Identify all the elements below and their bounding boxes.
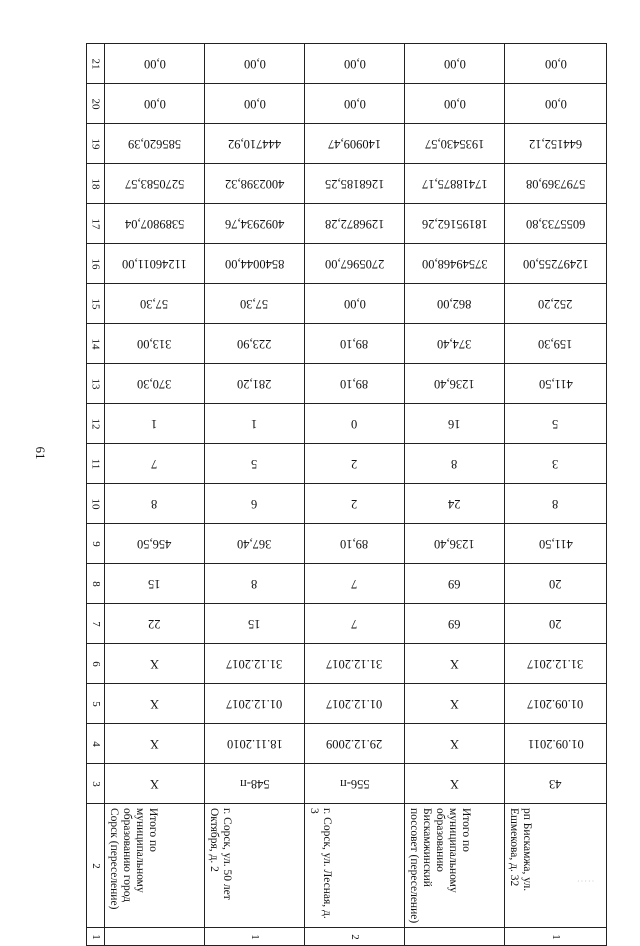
column-number: 1: [89, 933, 102, 940]
value-cell: [505, 524, 607, 564]
column-number-cell: [87, 84, 105, 124]
value-cell: [105, 204, 205, 244]
value-cell: [505, 204, 607, 244]
cell-value: 0,00: [443, 57, 466, 71]
value-cell: [205, 404, 305, 444]
column-number: 18: [89, 178, 102, 189]
column-number: 16: [89, 258, 102, 269]
value-cell: [505, 284, 607, 324]
column-number: 3: [89, 780, 102, 787]
cell-value: 22: [148, 617, 161, 631]
cell-value: 313,00: [137, 337, 172, 351]
cell-value: 1236,40: [434, 537, 475, 551]
column-number-cell: [87, 804, 105, 928]
value-cell: [205, 284, 305, 324]
cell-value: 0,00: [143, 97, 166, 111]
value-cell: [105, 404, 205, 444]
value-cell: [105, 364, 205, 404]
value-cell: [105, 724, 205, 764]
value-cell: [505, 164, 607, 204]
value-cell: [505, 364, 607, 404]
column-number-cell: [87, 684, 105, 724]
value-cell: [205, 44, 305, 84]
value-cell: [405, 244, 505, 284]
cell-value: 2: [351, 497, 358, 511]
cell-value: 411,50: [538, 537, 573, 551]
value-cell: [505, 484, 607, 524]
value-cell: [205, 564, 305, 604]
column-number-cell: [87, 164, 105, 204]
value-cell: [205, 124, 305, 164]
column-number-cell: [87, 564, 105, 604]
row-number-cell: [105, 928, 205, 946]
cell-value: 12497255,00: [522, 257, 589, 271]
column-number: 13: [89, 378, 102, 389]
address-text: г. Сорск, ул. 50 лет Октября, д. 2: [208, 808, 233, 900]
column-number-cell: [87, 244, 105, 284]
cell-value: 370,30: [137, 377, 172, 391]
value-cell: [505, 404, 607, 444]
cell-value: 1935430,57: [424, 137, 485, 151]
value-cell: [305, 204, 405, 244]
cell-value: 43: [549, 777, 562, 791]
cell-value: 0,00: [343, 97, 366, 111]
cell-value: 0,00: [343, 297, 366, 311]
column-number-cell: [87, 724, 105, 764]
column-number-cell: [87, 44, 105, 84]
address-cell: [105, 804, 205, 928]
column-number-cell: [87, 124, 105, 164]
column-number: 12: [89, 418, 102, 429]
address-text: Итого по муниципальному образованию Бискамжинский поссовет (переселение): [408, 808, 472, 924]
cell-value: 15: [148, 577, 161, 591]
cell-value: 01.09.2017: [527, 697, 584, 711]
cell-value: 89,10: [340, 337, 369, 351]
cell-value: 0,00: [243, 57, 266, 71]
value-cell: [105, 324, 205, 364]
cell-value: 456,50: [137, 537, 172, 551]
column-number: 11: [89, 458, 102, 469]
cell-value: 281,20: [237, 377, 272, 391]
value-cell: [205, 644, 305, 684]
row-number-cell: [505, 928, 607, 946]
column-number: 7: [89, 620, 102, 627]
cell-value: 8: [451, 457, 458, 471]
cell-value: 01.09.2011: [527, 737, 584, 751]
cell-value: 18195162,26: [421, 217, 488, 231]
value-cell: [205, 524, 305, 564]
cell-value: X: [449, 777, 460, 791]
cell-value: 69: [448, 577, 461, 591]
value-cell: [405, 164, 505, 204]
column-number-cell: [87, 764, 105, 804]
table-row: [87, 404, 607, 444]
cell-value: 69: [448, 617, 461, 631]
value-cell: [305, 164, 405, 204]
cell-value: 1: [151, 417, 158, 431]
value-cell: [505, 444, 607, 484]
table-row: [87, 724, 607, 764]
value-cell: [105, 764, 205, 804]
column-number: 14: [89, 338, 102, 349]
value-cell: [105, 564, 205, 604]
value-cell: [305, 564, 405, 604]
cell-value: 644152,12: [528, 137, 583, 151]
table-row: [87, 124, 607, 164]
table-row: [87, 684, 607, 724]
value-cell: [405, 84, 505, 124]
table-row: [87, 324, 607, 364]
value-cell: [105, 84, 205, 124]
cell-value: 367,40: [237, 537, 272, 551]
cell-value: 1236,40: [434, 377, 475, 391]
value-cell: [505, 684, 607, 724]
cell-value: 5270583,57: [124, 177, 185, 191]
cell-value: 862,00: [437, 297, 472, 311]
table-row: [87, 284, 607, 324]
value-cell: [105, 684, 205, 724]
table-row: [87, 364, 607, 404]
cell-value: 16: [448, 417, 461, 431]
value-cell: [305, 444, 405, 484]
value-cell: [105, 524, 205, 564]
column-number-cell: [87, 928, 105, 946]
address-cell: [305, 804, 405, 928]
column-number-cell: [87, 604, 105, 644]
table-row: [87, 244, 607, 284]
cell-value: 0,00: [343, 57, 366, 71]
table-row: [87, 804, 607, 928]
column-number: 19: [89, 138, 102, 149]
value-cell: [205, 604, 305, 644]
value-cell: [405, 724, 505, 764]
value-cell: [405, 284, 505, 324]
row-number-cell: [205, 928, 305, 946]
column-number: 10: [89, 498, 102, 509]
cell-value: 556-п: [339, 777, 370, 791]
value-cell: [105, 644, 205, 684]
cell-value: 18.11.2010: [226, 737, 283, 751]
cell-value: 37549468,00: [421, 257, 488, 271]
cell-value: 17418875,17: [421, 177, 488, 191]
value-cell: [205, 684, 305, 724]
column-number: 4: [89, 740, 102, 747]
column-number: 6: [89, 660, 102, 667]
value-cell: [305, 44, 405, 84]
column-number: 21: [89, 58, 102, 69]
value-cell: [205, 444, 305, 484]
value-cell: [105, 284, 205, 324]
column-number: 20: [89, 98, 102, 109]
value-cell: [305, 524, 405, 564]
value-cell: [205, 84, 305, 124]
cell-value: X: [149, 657, 160, 671]
value-cell: [105, 484, 205, 524]
value-cell: [305, 364, 405, 404]
cell-value: X: [149, 777, 160, 791]
value-cell: [505, 724, 607, 764]
cell-value: 411,50: [538, 377, 573, 391]
value-cell: [505, 244, 607, 284]
value-cell: [405, 124, 505, 164]
value-cell: [305, 724, 405, 764]
table-row: [87, 644, 607, 684]
value-cell: [405, 324, 505, 364]
value-cell: [405, 684, 505, 724]
table-body: [87, 44, 607, 946]
table-row: [87, 764, 607, 804]
value-cell: [205, 484, 305, 524]
page-number: 61: [33, 446, 48, 460]
value-cell: [405, 444, 505, 484]
value-cell: [505, 124, 607, 164]
value-cell: [405, 404, 505, 444]
value-cell: [305, 764, 405, 804]
cell-value: 1: [251, 417, 258, 431]
cell-value: 6: [251, 497, 258, 511]
value-cell: [205, 364, 305, 404]
value-cell: [205, 244, 305, 284]
address-cell: [405, 804, 505, 928]
cell-value: 3: [552, 457, 559, 471]
column-number-cell: [87, 484, 105, 524]
value-cell: [305, 124, 405, 164]
cell-value: 8540044,00: [224, 257, 285, 271]
value-cell: [305, 684, 405, 724]
table-row: [87, 204, 607, 244]
value-cell: [305, 324, 405, 364]
column-number-cell: [87, 364, 105, 404]
value-cell: [505, 604, 607, 644]
address-text: рп Бискамжа, ул. Ешмекова, д. 32: [508, 808, 533, 892]
cell-value: 20: [549, 577, 562, 591]
cell-value: 0: [351, 417, 358, 431]
cell-value: X: [449, 697, 460, 711]
value-cell: [405, 524, 505, 564]
column-number: 8: [89, 580, 102, 587]
column-number: 17: [89, 218, 102, 229]
value-cell: [205, 164, 305, 204]
value-cell: [405, 484, 505, 524]
value-cell: [405, 644, 505, 684]
value-cell: [305, 644, 405, 684]
cell-value: 0,00: [143, 57, 166, 71]
value-cell: [205, 724, 305, 764]
cell-value: 01.12.2017: [226, 697, 283, 711]
cell-value: 20: [549, 617, 562, 631]
column-number-cell: [87, 324, 105, 364]
cell-value: 585620,39: [127, 137, 182, 151]
cell-value: X: [149, 697, 160, 711]
cell-value: 4002398,32: [224, 177, 285, 191]
value-cell: [105, 244, 205, 284]
cell-value: 31.12.2017: [226, 657, 283, 671]
value-cell: [305, 284, 405, 324]
column-number-cell: [87, 524, 105, 564]
value-cell: [205, 204, 305, 244]
cell-value: 1268185,25: [324, 177, 385, 191]
table-row: [87, 164, 607, 204]
row-number: 1: [549, 933, 562, 940]
cell-value: 5: [552, 417, 559, 431]
table-row: [87, 444, 607, 484]
cell-value: 5797369,08: [525, 177, 586, 191]
document-table-wrapper: [86, 43, 606, 940]
column-number-cell: [87, 284, 105, 324]
column-number: 5: [89, 700, 102, 707]
cell-value: 6055733,80: [525, 217, 586, 231]
cell-value: 374,40: [437, 337, 472, 351]
value-cell: [205, 324, 305, 364]
cell-value: 252,20: [538, 297, 573, 311]
value-cell: [505, 44, 607, 84]
address-cell: [205, 804, 305, 928]
cell-value: 2: [351, 457, 358, 471]
value-cell: [105, 124, 205, 164]
value-cell: [105, 164, 205, 204]
address-cell: [505, 804, 607, 928]
cell-value: 0,00: [443, 97, 466, 111]
table-row: [87, 564, 607, 604]
value-cell: [305, 484, 405, 524]
value-cell: [305, 404, 405, 444]
cell-value: 159,30: [538, 337, 573, 351]
value-cell: [405, 764, 505, 804]
table-row: [87, 524, 607, 564]
value-cell: [405, 564, 505, 604]
cell-value: 7: [151, 457, 158, 471]
cell-value: 57,30: [140, 297, 169, 311]
cell-value: 0,00: [544, 97, 567, 111]
value-cell: [205, 764, 305, 804]
cell-value: 11246011,00: [122, 257, 187, 271]
cell-value: 0,00: [243, 97, 266, 111]
value-cell: [505, 644, 607, 684]
table-row: [87, 84, 607, 124]
column-number-cell: [87, 404, 105, 444]
column-number: 2: [89, 862, 102, 869]
scan-mark: ·····: [577, 877, 596, 886]
cell-value: 29.12.2009: [326, 737, 383, 751]
value-cell: [305, 84, 405, 124]
table-row: [87, 44, 607, 84]
cell-value: 57,30: [240, 297, 269, 311]
resettlement-table: [86, 43, 607, 946]
cell-value: 31.12.2017: [326, 657, 383, 671]
value-cell: [505, 564, 607, 604]
column-number: 15: [89, 298, 102, 309]
cell-value: 01.12.2017: [326, 697, 383, 711]
address-text: Итого по муниципальному образованию город Сорск (переселение): [108, 808, 159, 910]
cell-value: 5: [251, 457, 258, 471]
row-number-cell: [405, 928, 505, 946]
cell-value: 444710,92: [227, 137, 282, 151]
cell-value: 15: [248, 617, 261, 631]
cell-value: 1296872,28: [324, 217, 385, 231]
cell-value: 2705967,00: [324, 257, 385, 271]
row-number-cell: [305, 928, 405, 946]
cell-value: 0,00: [544, 57, 567, 71]
value-cell: [105, 44, 205, 84]
value-cell: [405, 204, 505, 244]
value-cell: [505, 324, 607, 364]
cell-value: 31.12.2017: [527, 657, 584, 671]
cell-value: 24: [448, 497, 461, 511]
column-number-cell: [87, 644, 105, 684]
cell-value: 4092934,76: [224, 217, 285, 231]
value-cell: [505, 84, 607, 124]
row-number: 1: [248, 933, 261, 940]
value-cell: [405, 364, 505, 404]
table-row: [87, 484, 607, 524]
cell-value: 89,10: [340, 377, 369, 391]
cell-value: X: [149, 737, 160, 751]
value-cell: [405, 604, 505, 644]
cell-value: 8: [151, 497, 158, 511]
column-number: 9: [89, 540, 102, 547]
cell-value: 548-п: [239, 777, 270, 791]
row-number: 2: [348, 933, 361, 940]
cell-value: 89,10: [340, 537, 369, 551]
cell-value: 5389807,04: [124, 217, 185, 231]
cell-value: 140909,47: [327, 137, 382, 151]
value-cell: [105, 444, 205, 484]
cell-value: X: [449, 737, 460, 751]
value-cell: [305, 604, 405, 644]
table-row: [87, 604, 607, 644]
value-cell: [405, 44, 505, 84]
value-cell: [305, 244, 405, 284]
cell-value: 8: [552, 497, 559, 511]
cell-value: X: [449, 657, 460, 671]
column-number-cell: [87, 444, 105, 484]
value-cell: [105, 604, 205, 644]
cell-value: 8: [251, 577, 258, 591]
column-number-cell: [87, 204, 105, 244]
address-text: г. Сорск, ул. Лесная, д. 3: [308, 808, 333, 919]
cell-value: 223,90: [237, 337, 272, 351]
cell-value: 7: [351, 617, 358, 631]
value-cell: [505, 764, 607, 804]
table-row: [87, 928, 607, 946]
cell-value: 7: [351, 577, 358, 591]
